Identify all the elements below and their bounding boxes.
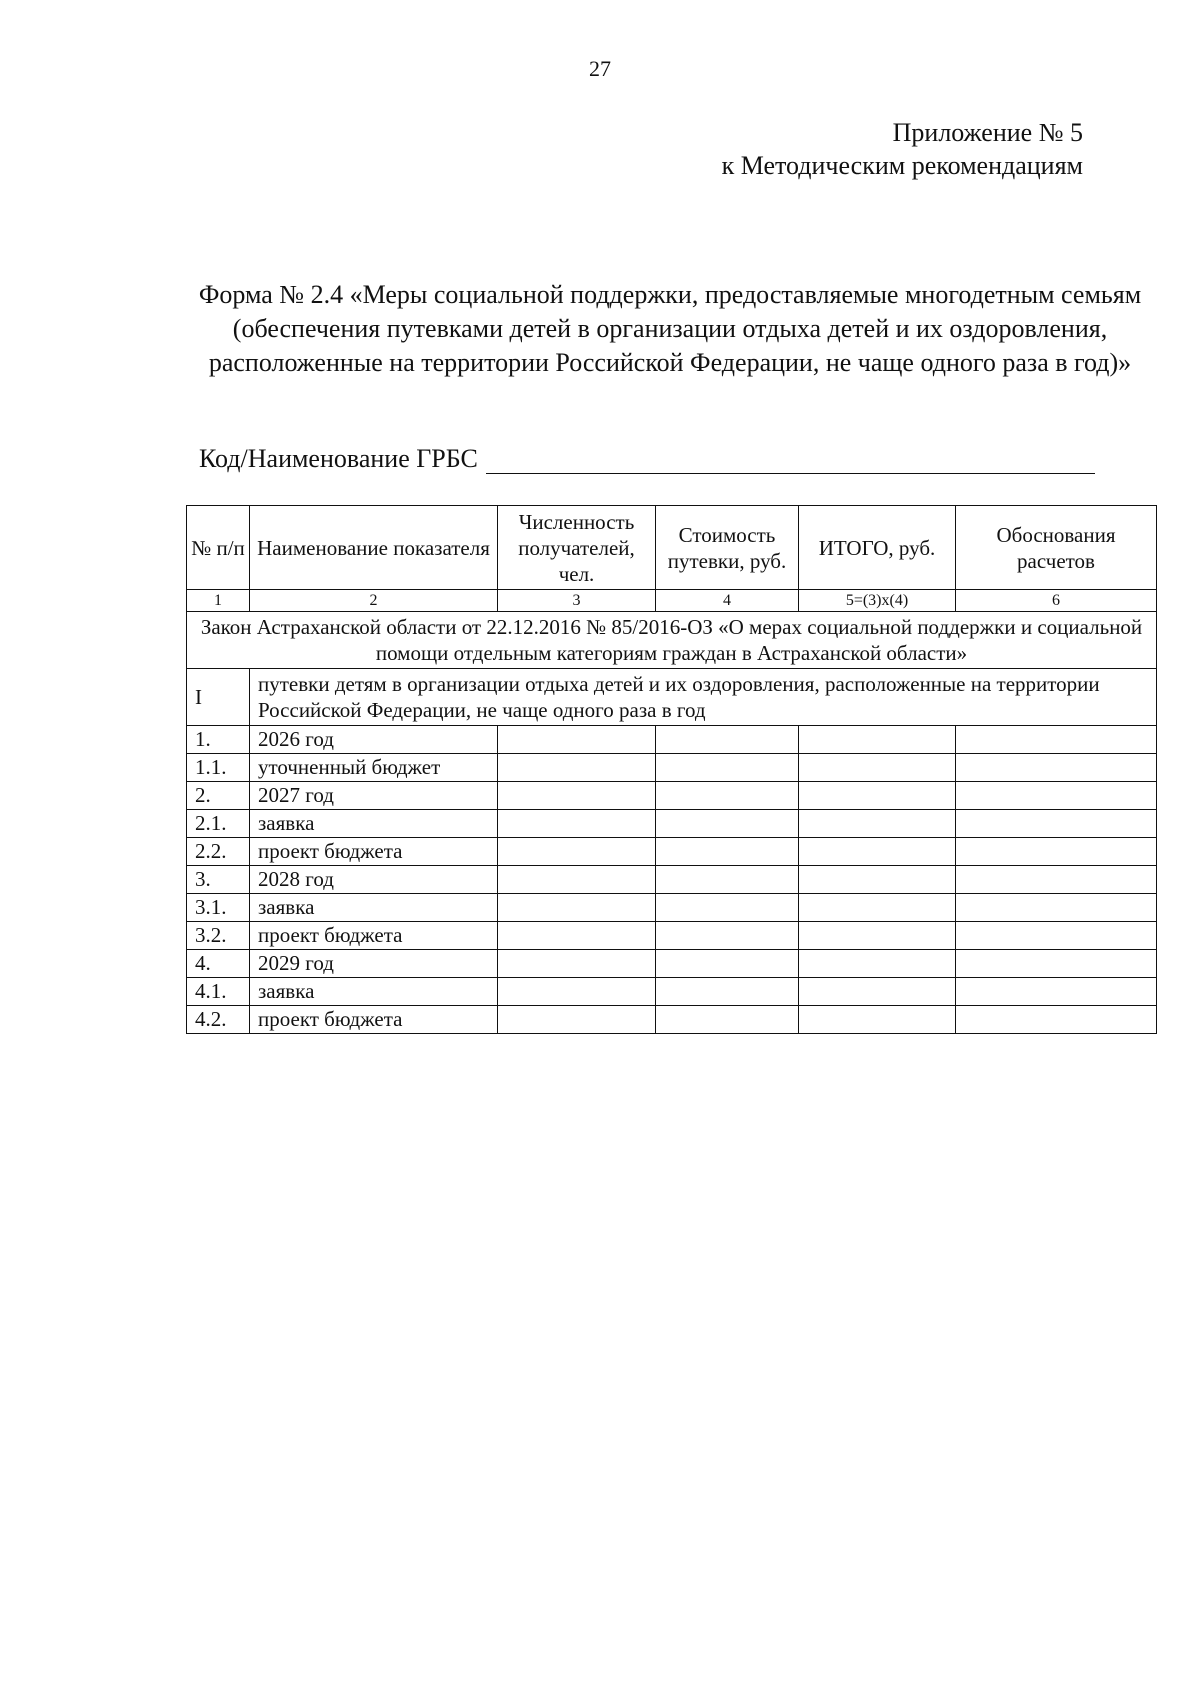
row-total-cell[interactable] bbox=[799, 726, 956, 754]
table-row bbox=[187, 866, 1157, 894]
row-basis-cell[interactable] bbox=[956, 978, 1157, 1006]
row-cost-cell[interactable] bbox=[656, 782, 799, 810]
section-row bbox=[187, 669, 1157, 726]
row-total-cell[interactable] bbox=[799, 782, 956, 810]
table-row bbox=[187, 726, 1157, 754]
index-cell: 5=(3)х(4) bbox=[799, 590, 956, 612]
index-cell: 6 bbox=[956, 590, 1157, 612]
row-basis-cell[interactable] bbox=[956, 922, 1157, 950]
row-number: 3. bbox=[187, 866, 250, 894]
row-recipients-cell[interactable] bbox=[498, 838, 656, 866]
row-recipients-cell[interactable] bbox=[498, 922, 656, 950]
row-basis-cell[interactable] bbox=[956, 866, 1157, 894]
row-recipients-cell[interactable] bbox=[498, 866, 656, 894]
row-cost-cell[interactable] bbox=[656, 950, 799, 978]
section-number: I bbox=[187, 669, 250, 726]
row-cost-cell[interactable] bbox=[656, 810, 799, 838]
table-row bbox=[187, 1006, 1157, 1034]
row-number: 1.1. bbox=[187, 754, 250, 782]
table-row bbox=[187, 950, 1157, 978]
row-total-cell[interactable] bbox=[799, 922, 956, 950]
section-text: путевки детям в организации отдыха детей и их оздоровления, расположенные на территории Российской Федерации, не чаще одного раза в год bbox=[250, 669, 1157, 726]
row-total-cell[interactable] bbox=[799, 894, 956, 922]
table-row bbox=[187, 810, 1157, 838]
row-basis-cell[interactable] bbox=[956, 754, 1157, 782]
row-cost-cell[interactable] bbox=[656, 922, 799, 950]
row-name: 2027 год bbox=[250, 782, 498, 810]
table-header-row bbox=[187, 506, 1157, 590]
row-number: 4.2. bbox=[187, 1006, 250, 1034]
row-number: 1. bbox=[187, 726, 250, 754]
index-cell: 2 bbox=[250, 590, 498, 612]
row-total-cell[interactable] bbox=[799, 866, 956, 894]
row-number: 2.2. bbox=[187, 838, 250, 866]
row-recipients-cell[interactable] bbox=[498, 950, 656, 978]
row-number: 2.1. bbox=[187, 810, 250, 838]
row-total-cell[interactable] bbox=[799, 1006, 956, 1034]
grbs-underline bbox=[486, 447, 1095, 474]
table-row bbox=[187, 922, 1157, 950]
row-basis-cell[interactable] bbox=[956, 950, 1157, 978]
header-cell-name: Наименование показателя bbox=[250, 506, 498, 590]
row-recipients-cell[interactable] bbox=[498, 726, 656, 754]
appendix-header bbox=[722, 116, 1083, 182]
row-recipients-cell[interactable] bbox=[498, 810, 656, 838]
header-cell-total: ИТОГО, руб. bbox=[799, 506, 956, 590]
row-cost-cell[interactable] bbox=[656, 838, 799, 866]
row-recipients-cell[interactable] bbox=[498, 754, 656, 782]
grbs-label: Код/Наименование ГРБС bbox=[199, 444, 478, 473]
row-name: заявка bbox=[250, 810, 498, 838]
row-basis-cell[interactable] bbox=[956, 810, 1157, 838]
row-name: заявка bbox=[250, 978, 498, 1006]
table-row bbox=[187, 782, 1157, 810]
row-name: проект бюджета bbox=[250, 1006, 498, 1034]
row-name: 2028 год bbox=[250, 866, 498, 894]
header-cell-recipients: Численность получателей, чел. bbox=[498, 506, 656, 590]
row-total-cell[interactable] bbox=[799, 754, 956, 782]
row-total-cell[interactable] bbox=[799, 838, 956, 866]
row-name: уточненный бюджет bbox=[250, 754, 498, 782]
row-name: 2029 год bbox=[250, 950, 498, 978]
law-row bbox=[187, 612, 1157, 669]
row-number: 4. bbox=[187, 950, 250, 978]
table-index-row bbox=[187, 590, 1157, 612]
row-recipients-cell[interactable] bbox=[498, 1006, 656, 1034]
index-cell: 4 bbox=[656, 590, 799, 612]
appendix-line-2: к Методическим рекомендациям bbox=[721, 151, 1083, 180]
row-number: 3.1. bbox=[187, 894, 250, 922]
row-cost-cell[interactable] bbox=[656, 978, 799, 1006]
table-row bbox=[187, 978, 1157, 1006]
row-name: заявка bbox=[250, 894, 498, 922]
row-total-cell[interactable] bbox=[799, 978, 956, 1006]
page-number: 27 bbox=[589, 56, 611, 81]
grbs-field bbox=[199, 444, 1095, 474]
row-recipients-cell[interactable] bbox=[498, 978, 656, 1006]
appendix-line-1: Приложение № 5 bbox=[892, 118, 1083, 147]
form-table bbox=[186, 505, 1157, 1034]
index-cell: 1 bbox=[187, 590, 250, 612]
row-basis-cell[interactable] bbox=[956, 1006, 1157, 1034]
row-recipients-cell[interactable] bbox=[498, 782, 656, 810]
row-total-cell[interactable] bbox=[799, 810, 956, 838]
row-number: 3.2. bbox=[187, 922, 250, 950]
row-name: проект бюджета bbox=[250, 922, 498, 950]
table-row bbox=[187, 754, 1157, 782]
row-basis-cell[interactable] bbox=[956, 782, 1157, 810]
header-cell-number: № п/п bbox=[187, 506, 250, 590]
index-cell: 3 bbox=[498, 590, 656, 612]
row-basis-cell[interactable] bbox=[956, 726, 1157, 754]
row-total-cell[interactable] bbox=[799, 950, 956, 978]
row-recipients-cell[interactable] bbox=[498, 894, 656, 922]
row-cost-cell[interactable] bbox=[656, 866, 799, 894]
header-cell-basis: Обоснования расчетов bbox=[956, 506, 1157, 590]
table-row bbox=[187, 838, 1157, 866]
form-title: Форма № 2.4 «Меры социальной поддержки, предоставляемые многодетным семьям (обеспечения путевками детей в организации отдыха детей и их оздоровления, расположенные на территории Российской Федерации, не чаще одного раза в год)» bbox=[198, 280, 1142, 377]
row-cost-cell[interactable] bbox=[656, 754, 799, 782]
row-number: 4.1. bbox=[187, 978, 250, 1006]
row-basis-cell[interactable] bbox=[956, 894, 1157, 922]
row-number: 2. bbox=[187, 782, 250, 810]
row-cost-cell[interactable] bbox=[656, 894, 799, 922]
table-row bbox=[187, 894, 1157, 922]
row-name: 2026 год bbox=[250, 726, 498, 754]
header-cell-cost: Стоимость путевки, руб. bbox=[656, 506, 799, 590]
row-cost-cell[interactable] bbox=[656, 726, 799, 754]
law-text: Закон Астраханской области от 22.12.2016 № 85/2016-ОЗ «О мерах социальной поддержки и социальной помощи отдельным категориям граждан в Астраханской области» bbox=[187, 612, 1157, 669]
row-basis-cell[interactable] bbox=[956, 838, 1157, 866]
row-name: проект бюджета bbox=[250, 838, 498, 866]
row-cost-cell[interactable] bbox=[656, 1006, 799, 1034]
